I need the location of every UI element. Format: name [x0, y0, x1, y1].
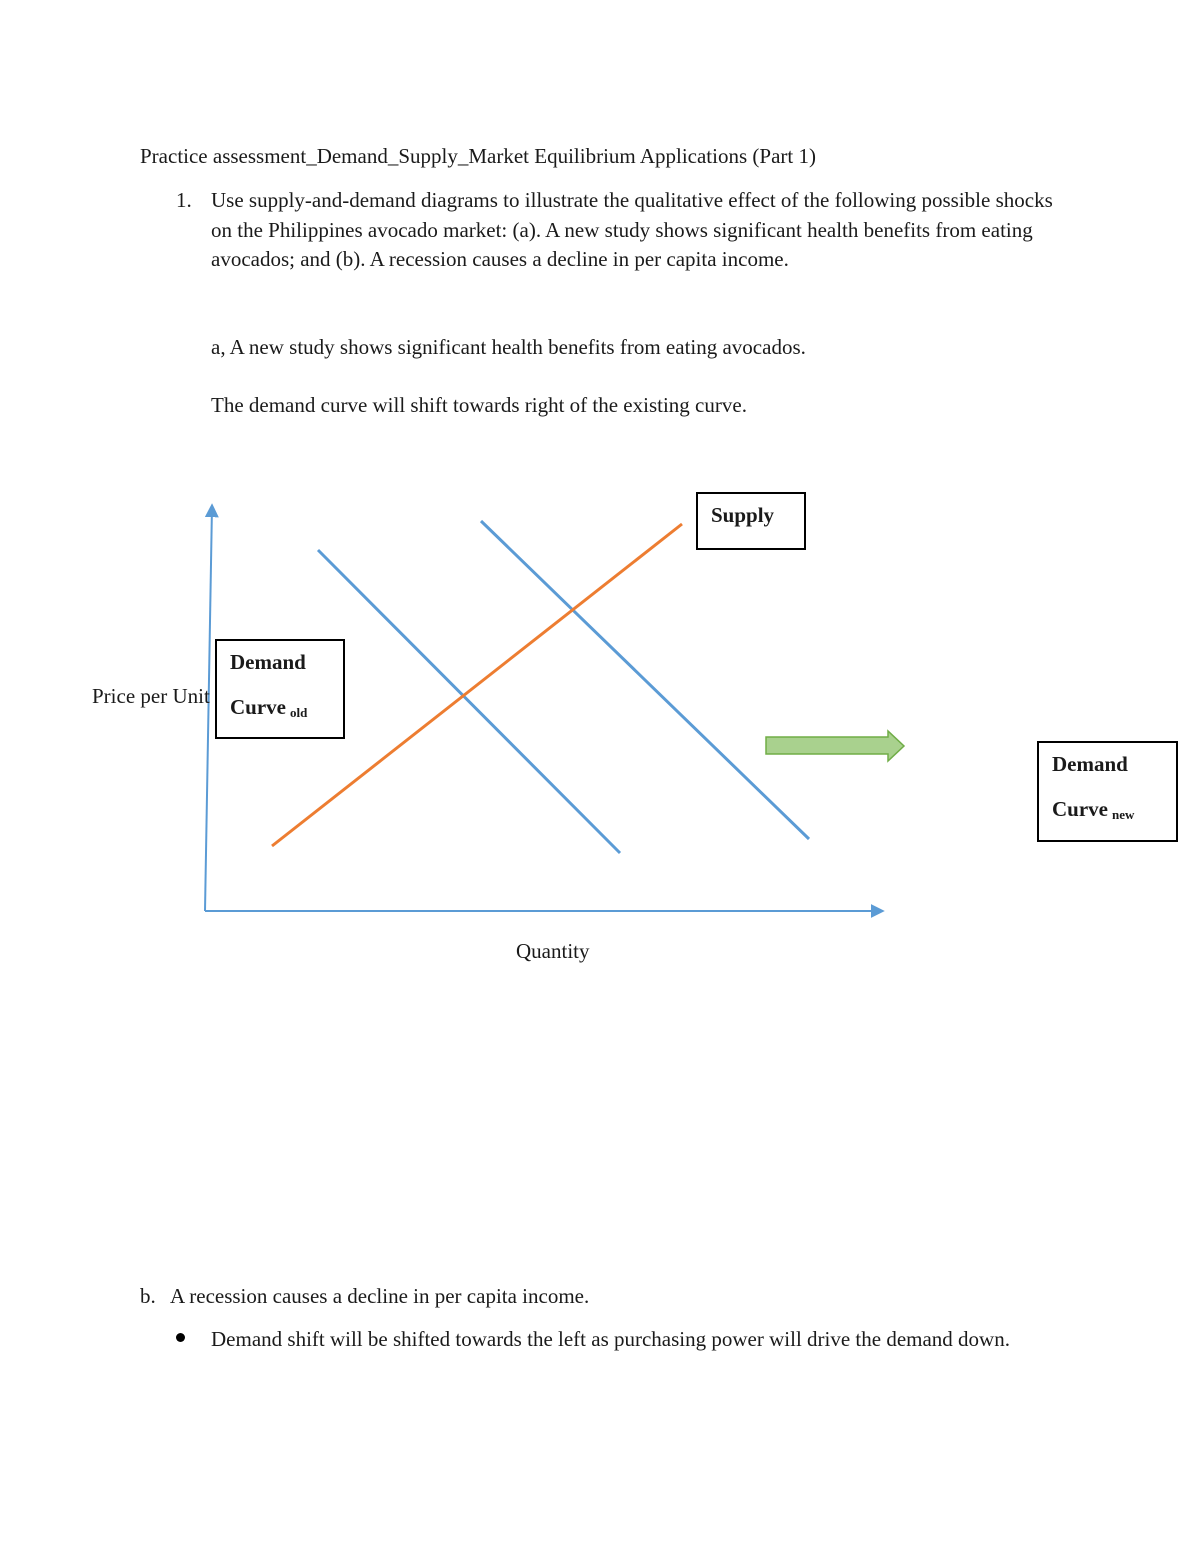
right-shift-arrow-icon [766, 731, 904, 761]
demand-new-label-box [1037, 741, 1178, 842]
demand-old-label-line1: Demand [230, 650, 306, 674]
question-text: Use supply-and-demand diagrams to illustrate the qualitative effect of the following possible shocks on the Philippines avocado market: (a). A new study shows significant health benefits from eating avocados; and (b). A recession causes a decline in per capita income. [211, 188, 1053, 271]
x-axis-label: Quantity [516, 939, 590, 963]
part-a-heading: a, A new study shows significant health benefits from eating avocados. [211, 335, 806, 359]
demand-old-label-box [215, 639, 345, 739]
demand-new-label-line2: Curve [1052, 797, 1108, 821]
demand-new-label-line1: Demand [1052, 752, 1128, 776]
part-b-heading: A recession causes a decline in per capita income. [170, 1284, 590, 1308]
question-number: 1. [176, 188, 192, 212]
bullet-icon [176, 1333, 185, 1342]
supply-label-box [696, 492, 806, 550]
demand-curve-new-line [481, 521, 809, 839]
part-b-bullet-text: Demand shift will be shifted towards the left as purchasing power will drive the demand down. [211, 1327, 1010, 1351]
demand-old-subscript: old [290, 705, 308, 720]
part-b-heading-row [140, 1282, 589, 1310]
demand-new-subscript: new [1112, 807, 1135, 822]
demand-old-label-line2: Curve [230, 695, 286, 719]
supply-label: Supply [711, 503, 775, 527]
part-a-answer: The demand curve will shift towards right of the existing curve. [211, 393, 747, 417]
y-axis-label: Price per Unit [92, 684, 210, 708]
demand-curve-old-line [318, 550, 620, 853]
document-title: Practice assessment_Demand_Supply_Market Equilibrium Applications (Part 1) [140, 144, 816, 168]
part-b-letter: b. [140, 1284, 156, 1308]
